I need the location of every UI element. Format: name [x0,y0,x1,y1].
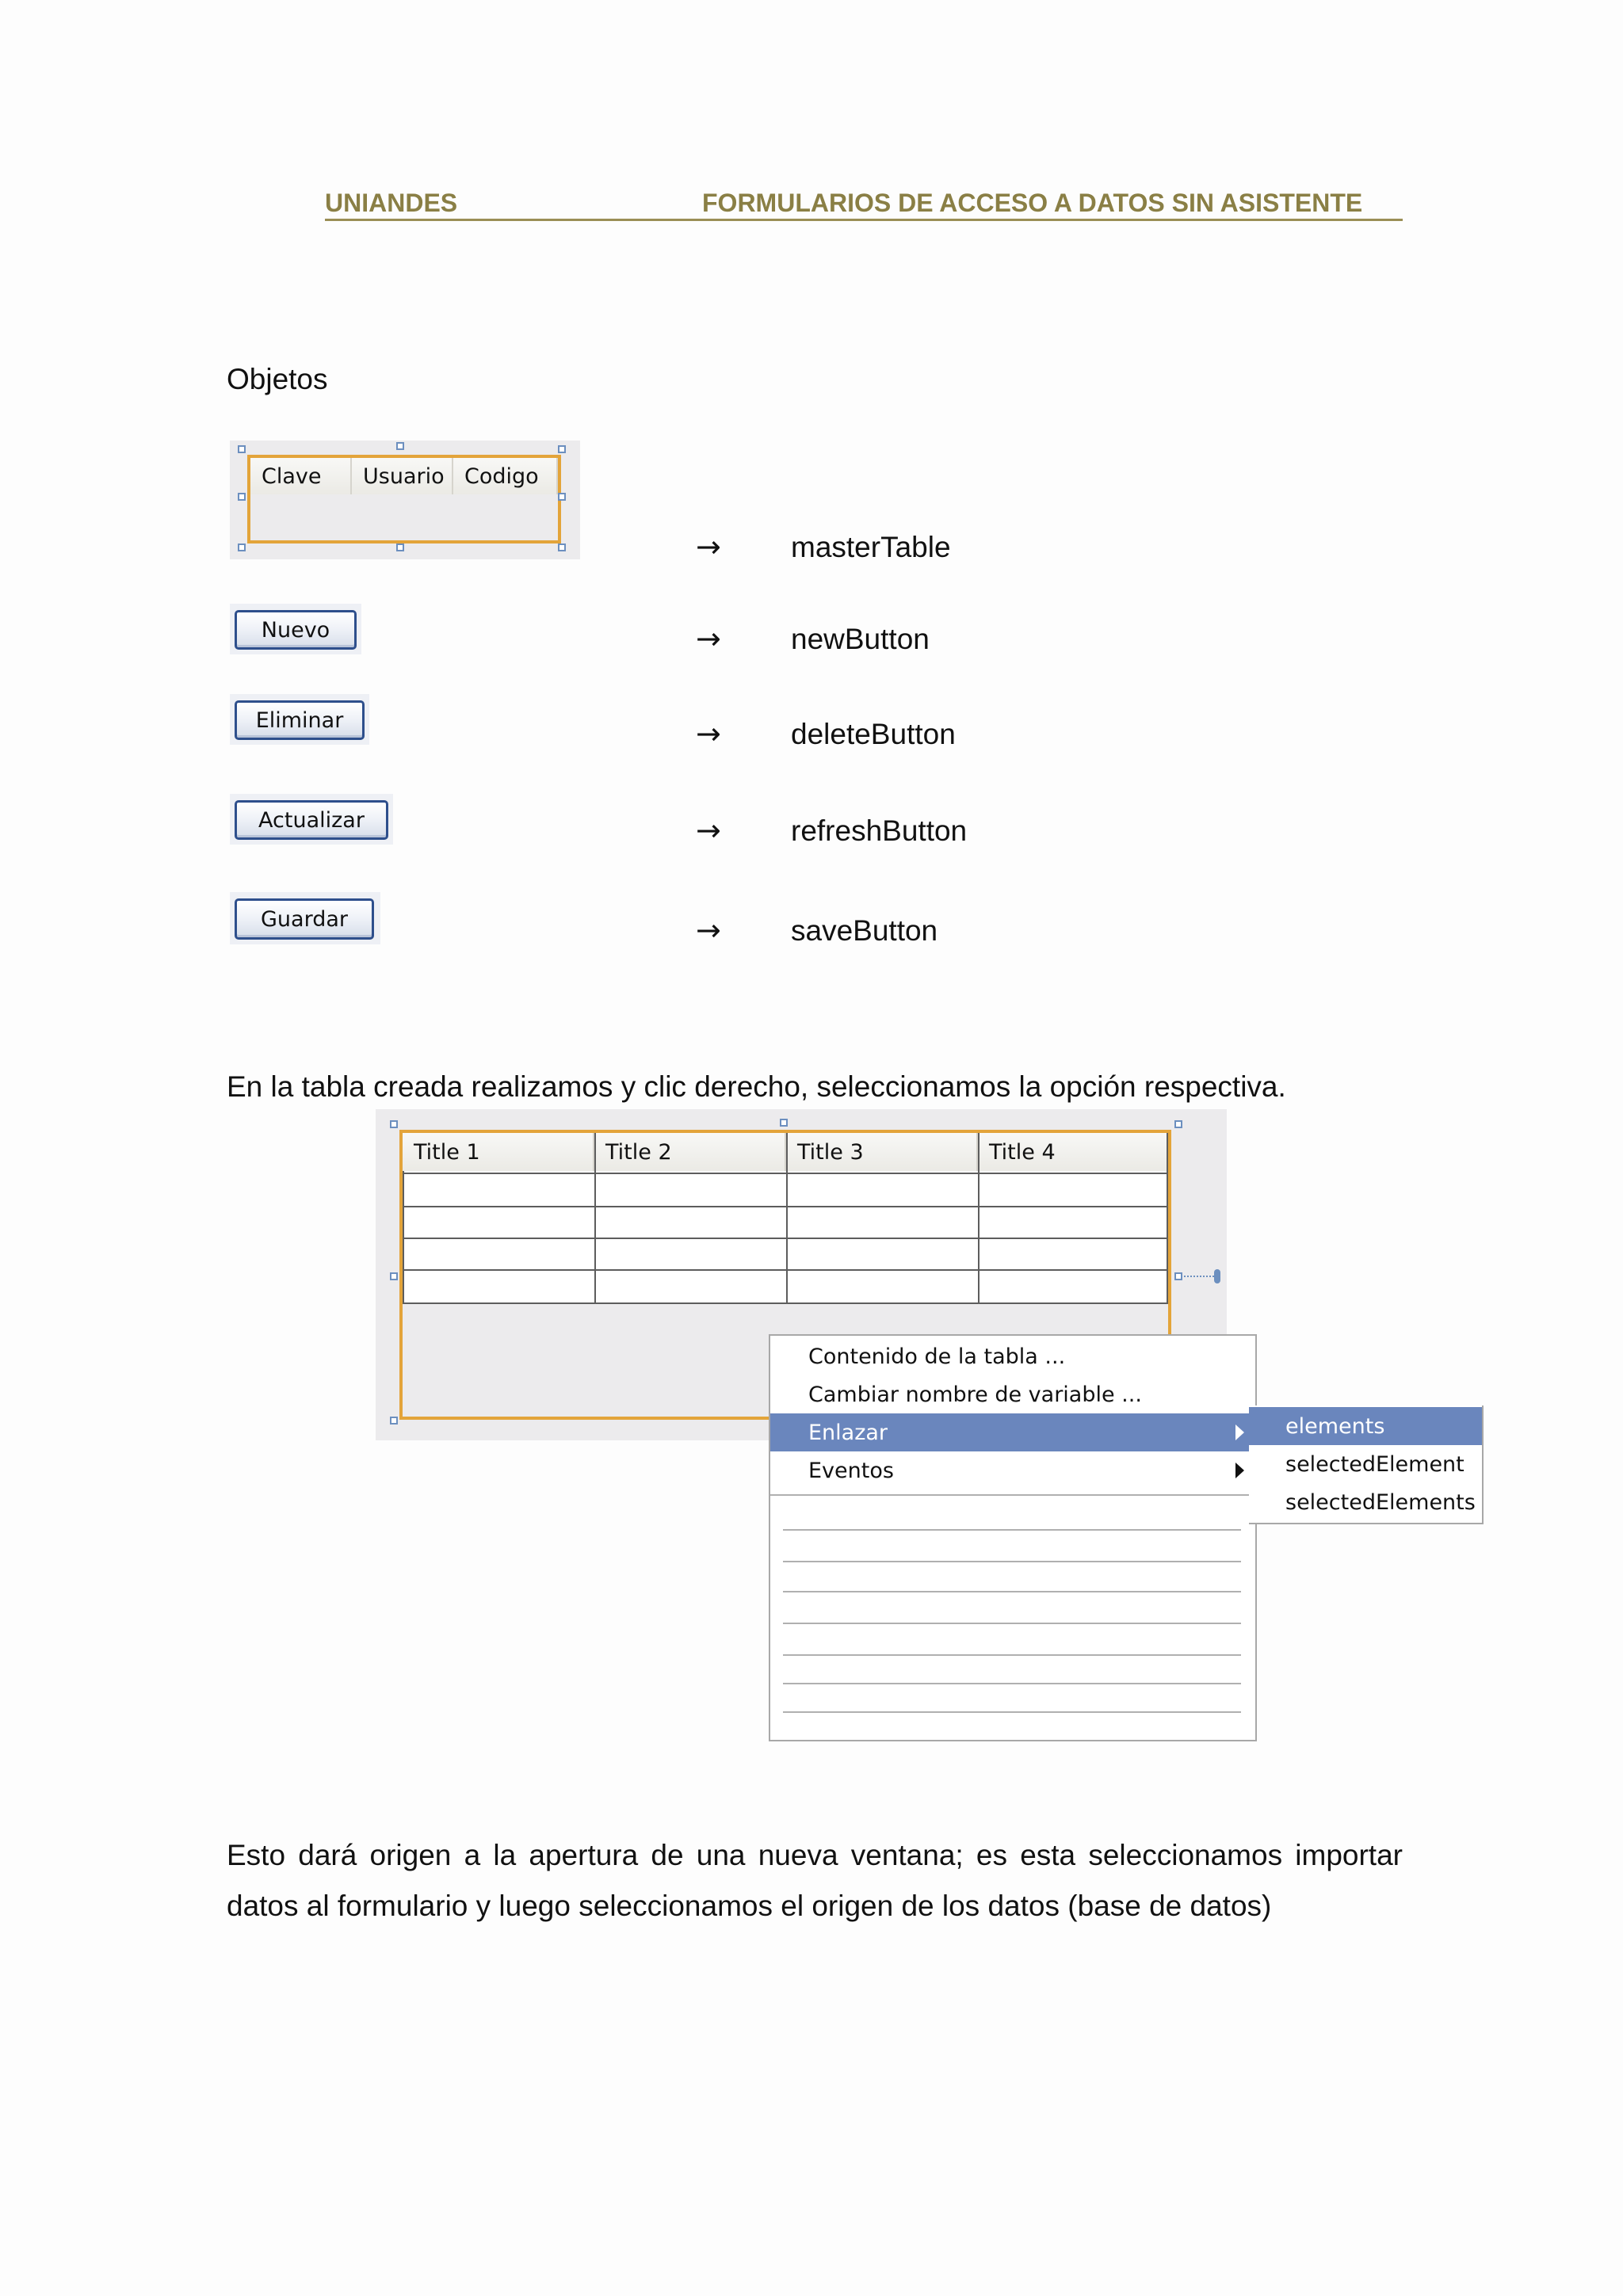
grid-line [403,1302,1168,1304]
column-header-title-3[interactable]: Title 3 [786,1133,978,1171]
object-name-save-button: saveButton [791,914,938,947]
submenu-item-selected-elements[interactable] [1249,1483,1482,1521]
nuevo-button[interactable]: Nuevo [235,610,357,650]
menu-item-label: selectedElements [1285,1489,1476,1515]
resize-handle[interactable] [238,543,246,551]
arrow-icon: → [696,716,721,751]
menu-item-label: selectedElement [1285,1451,1465,1477]
header-left: UNIANDES [325,189,458,217]
resize-handle[interactable] [558,493,566,501]
menu-separator [783,1561,1241,1562]
menu-item-cambiar-nombre[interactable] [770,1375,1255,1413]
submenu-item-elements[interactable] [1249,1407,1482,1445]
anchor-connector [1184,1276,1217,1279]
menu-item-label: Cambiar nombre de variable ... [808,1382,1142,1407]
menu-separator [783,1623,1241,1624]
button-preview-wrap [230,892,380,944]
arrow-icon: → [696,813,721,848]
submenu-arrow-icon [1235,1463,1244,1478]
menu-separator [783,1683,1241,1684]
grid-line [403,1171,404,1304]
guardar-button[interactable]: Guardar [235,898,374,940]
table-header-row [250,458,558,494]
resize-handle[interactable] [558,445,566,453]
submenu-arrow-icon [1235,1425,1244,1440]
resize-handle[interactable] [1174,1272,1182,1280]
resize-handle[interactable] [558,543,566,551]
menu-item-label: Contenido de la tabla ... [808,1344,1066,1369]
object-name-master-table: masterTable [791,531,951,563]
arrow-icon: → [696,621,721,656]
resize-handle[interactable] [390,1417,398,1425]
object-name-refresh-button: refreshButton [791,814,968,847]
button-preview-wrap [230,794,393,845]
arrow-icon: → [696,529,721,564]
submenu-item-selected-element[interactable] [1249,1445,1482,1483]
menu-separator [783,1711,1241,1713]
resize-handle[interactable] [396,543,404,551]
header-right: FORMULARIOS DE ACCESO A DATOS SIN ASISTENTE [702,189,1363,217]
resize-handle[interactable] [390,1272,398,1280]
grid-line [1167,1133,1168,1304]
column-header-title-4[interactable]: Title 4 [978,1133,1168,1171]
resize-handle[interactable] [238,445,246,453]
submenu [1249,1405,1484,1524]
grid-line [978,1133,980,1304]
object-name-new-button: newButton [791,623,930,655]
instruction-paragraph-line1: Esto dará origen a la apertura de una nueva ventana; es esta seleccionamos importar [227,1839,1403,1871]
column-header-usuario[interactable]: Usuario [352,458,453,494]
header-rule [325,219,1403,221]
menu-item-eventos[interactable] [770,1451,1255,1489]
menu-separator [783,1529,1241,1531]
menu-item-contenido[interactable] [770,1337,1255,1375]
button-preview-wrap [230,604,361,654]
grid-line [403,1173,1168,1174]
resize-handle[interactable] [396,442,404,450]
grid-line [403,1269,1168,1271]
menu-separator [783,1654,1241,1656]
grid-line [403,1206,1168,1207]
resize-handle[interactable] [238,493,246,501]
grid-line [403,1238,1168,1239]
button-preview-wrap [230,694,369,745]
menu-item-label: Enlazar [808,1420,888,1445]
grid-line [594,1133,596,1304]
instruction-paragraph-line2: datos al formulario y luego seleccionamos el origen de los datos (base de datos) [227,1890,1272,1922]
instruction-paragraph: En la tabla creada realizamos y clic derecho, seleccionamos la opción respectiva. [227,1070,1286,1103]
arrow-icon: → [696,913,721,948]
context-menu [769,1334,1257,1741]
actualizar-button[interactable]: Actualizar [235,800,388,840]
grid-line [786,1133,788,1304]
object-name-delete-button: deleteButton [791,718,956,750]
menu-separator [783,1591,1241,1592]
menu-item-label: elements [1285,1413,1385,1439]
table-header-row [403,1133,1168,1171]
resize-handle[interactable] [1174,1120,1182,1128]
menu-item-enlazar[interactable] [770,1413,1255,1451]
column-header-clave[interactable]: Clave [250,458,352,494]
column-header-title-1[interactable]: Title 1 [403,1133,594,1171]
menu-item-label: Eventos [808,1458,894,1483]
menu-separator [770,1494,1255,1496]
objects-heading: Objetos [227,363,328,395]
resize-handle[interactable] [390,1120,398,1128]
master-table-preview[interactable] [230,441,580,559]
resize-handle[interactable] [780,1119,788,1127]
column-header-title-2[interactable]: Title 2 [594,1133,786,1171]
column-header-codigo[interactable]: Codigo [453,458,558,494]
anchor-dot-icon[interactable] [1214,1269,1220,1283]
eliminar-button[interactable]: Eliminar [235,700,365,740]
